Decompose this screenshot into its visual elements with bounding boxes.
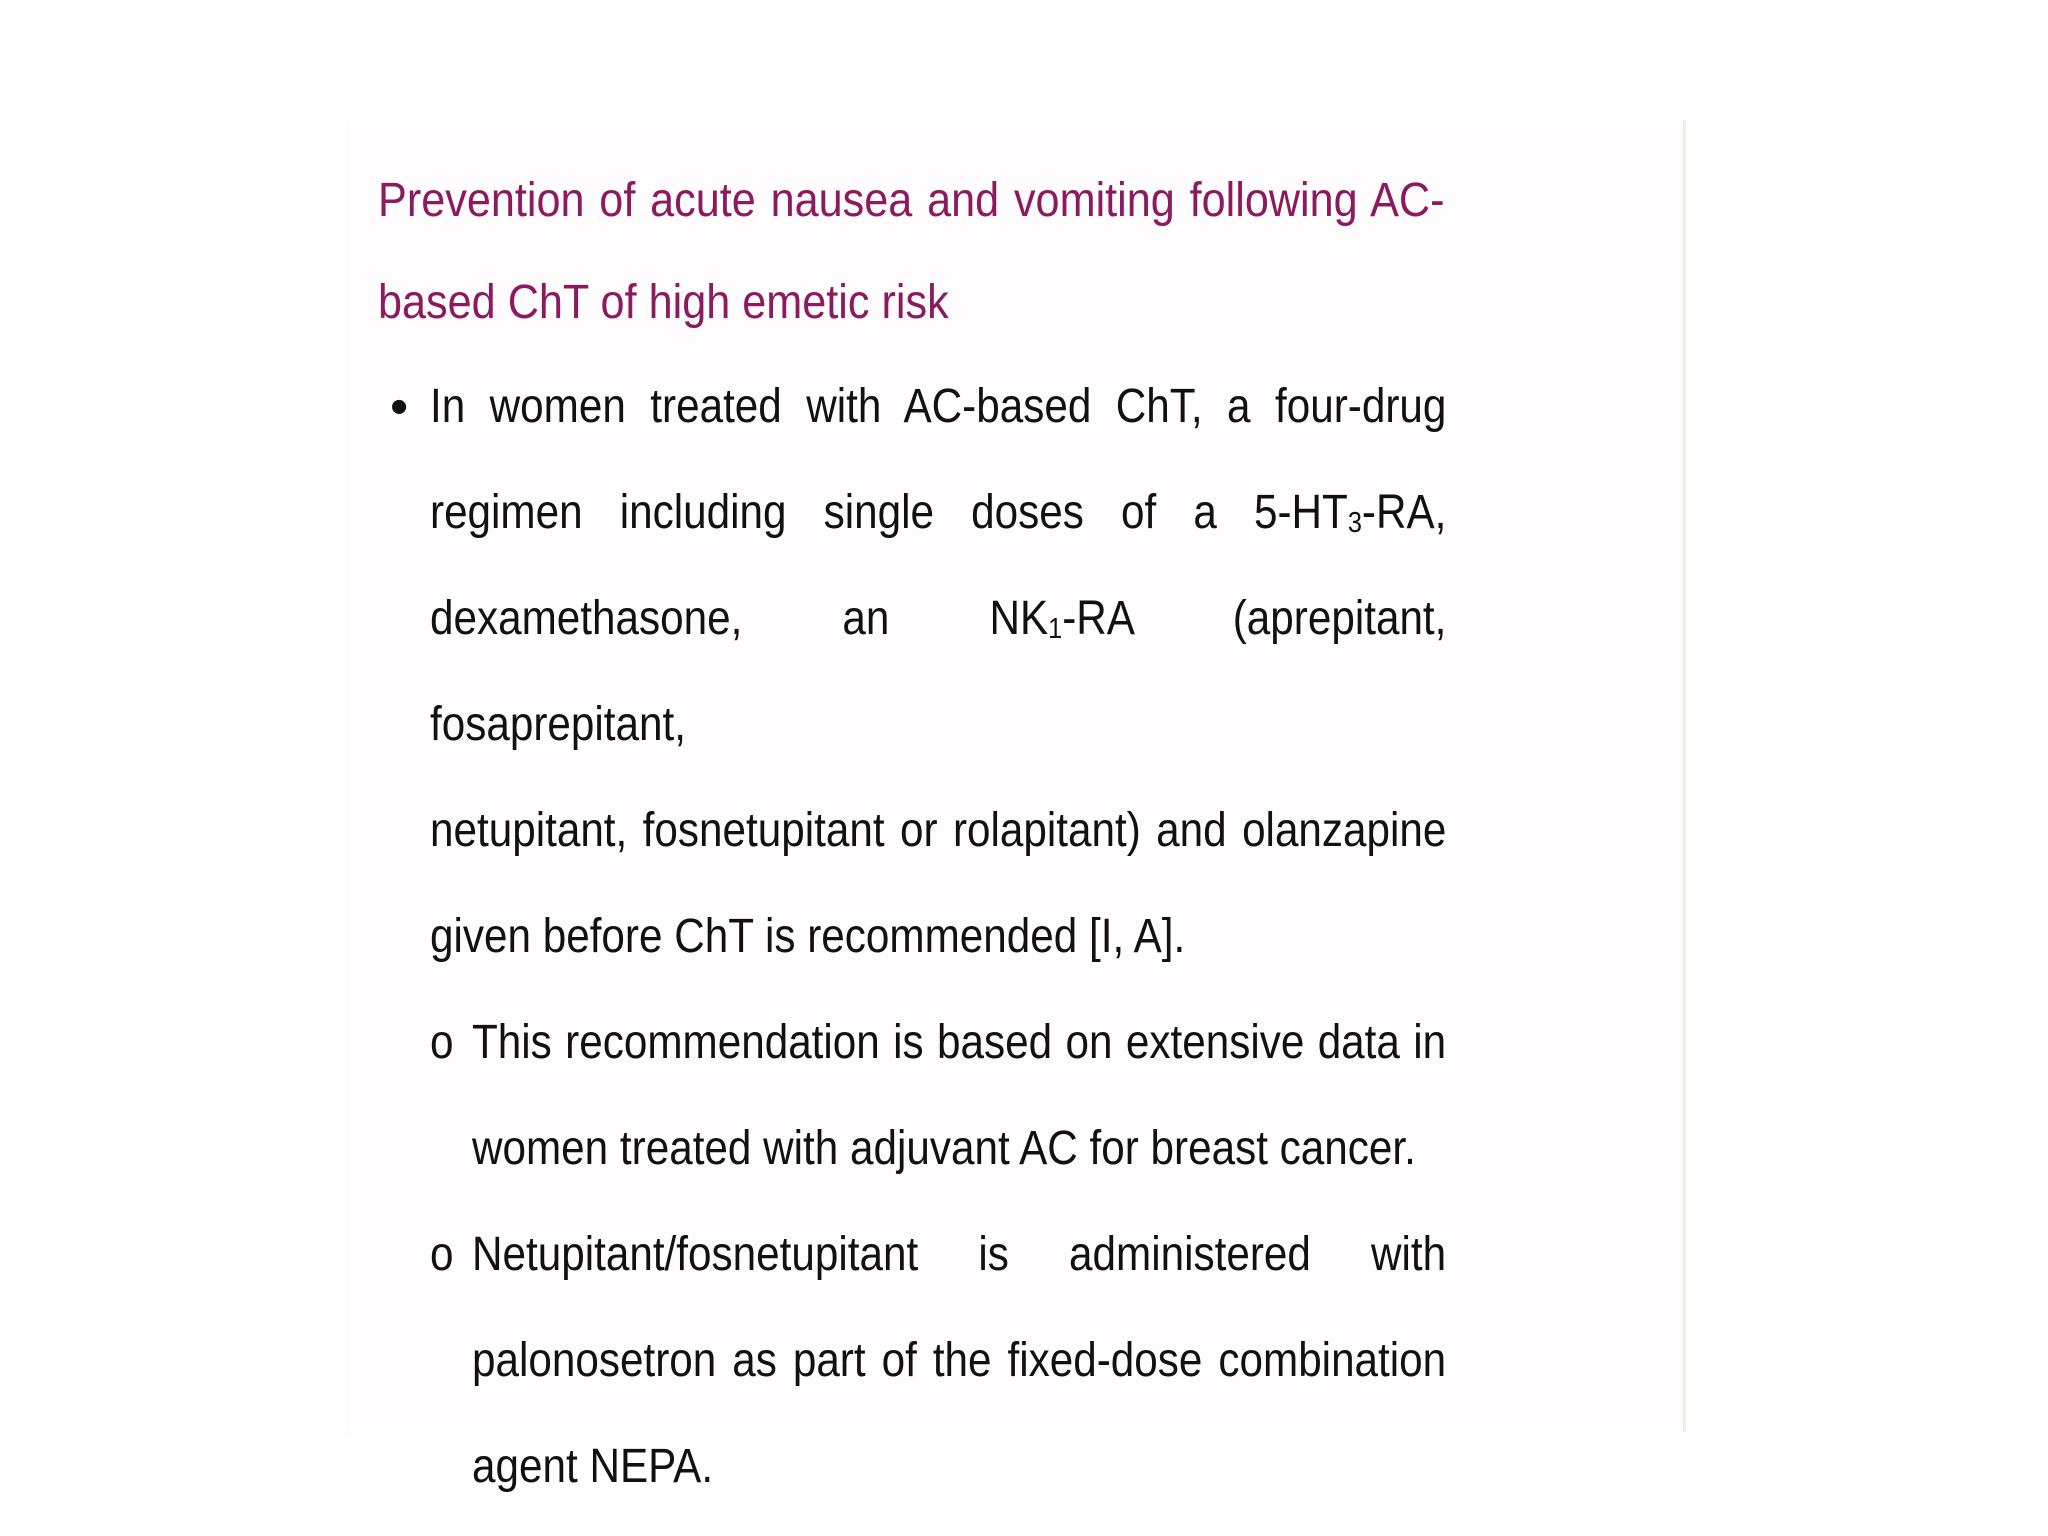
panel-edge-divider — [1683, 120, 1686, 1432]
subpoint-1-text — [472, 990, 1446, 1202]
bullet-line-2 — [430, 460, 1446, 566]
bullet-line-3-end: -RA (aprepitant, fosaprepitant, — [430, 592, 1447, 751]
subpoint-1-marker: o — [430, 1016, 454, 1069]
subpoint-1-line-1: This recommendation is based on extensive data in — [472, 1016, 1447, 1069]
bullet-text — [430, 354, 1446, 990]
bullet-line-2-subscript: 3 — [1347, 507, 1362, 539]
subpoint-2-line-3: agent NEPA. — [472, 1440, 714, 1493]
heading-line-1: Prevention of acute nausea and vomiting following AC- — [378, 174, 1445, 227]
subpoint-1 — [378, 990, 1448, 1202]
bullet-line-5: given before ChT is recommended [I, A]. — [430, 910, 1186, 963]
bullet-line-3-text: dexamethasone, an NK — [430, 592, 1049, 645]
subpoint-2-text — [472, 1202, 1446, 1520]
bullet-line-1: In women treated with AC-based ChT, a four-drug — [430, 380, 1447, 433]
heading-line-2: based ChT of high emetic risk — [378, 276, 949, 329]
bullet-line-3 — [430, 566, 1446, 778]
subpoint-2-line-1: Netupitant/fosnetupitant is administered with — [472, 1228, 1447, 1281]
main-bullet — [378, 354, 1448, 990]
slide-content — [378, 150, 1448, 1520]
subpoint-1-line-2: women treated with adjuvant AC for breast cancer. — [472, 1122, 1416, 1175]
bullet-marker: • — [390, 378, 409, 436]
subpoint-2-marker: o — [430, 1228, 454, 1281]
bullet-line-4: netupitant, fosnetupitant or rolapitant) and olanzapine — [430, 804, 1447, 857]
subpoint-2 — [378, 1202, 1448, 1520]
slide-heading — [378, 150, 1445, 354]
bullet-line-3-subscript: 1 — [1048, 613, 1063, 645]
bullet-line-2-end: -RA, — [1361, 486, 1447, 539]
bullet-line-2-text: regimen including single doses of a 5-HT — [430, 486, 1348, 539]
subpoint-2-line-2: palonosetron as part of the fixed-dose combination — [472, 1334, 1447, 1387]
